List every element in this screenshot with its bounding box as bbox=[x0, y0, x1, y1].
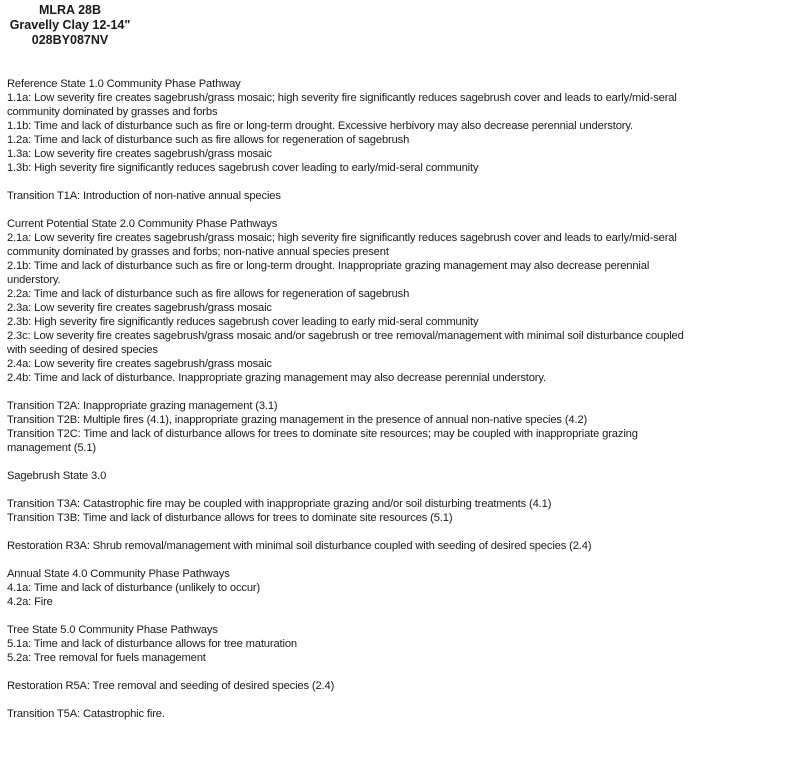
text-line: with seeding of desired species bbox=[7, 344, 158, 356]
text-line: 2.2a: Time and lack of disturbance such as fire allows for regeneration of sagebrush bbox=[7, 288, 410, 300]
text-line: 1.3b: High severity fire significantly reduces sagebrush cover leading to early/mid-seral community bbox=[7, 162, 479, 174]
pathway-text bbox=[7, 77, 795, 721]
text-line: Transition T2A: Inappropriate grazing management (3.1) bbox=[7, 400, 278, 412]
text-line: 2.3a: Low severity fire creates sagebrush/grass mosaic bbox=[7, 302, 272, 314]
site-name: Gravelly Clay 12-14" bbox=[9, 18, 131, 32]
text-line: Transition T2B: Multiple fires (4.1), inappropriate grazing management in the presence of annual non-native species (4.2) bbox=[7, 414, 588, 426]
text-line: 2.1a: Low severity fire creates sagebrush/grass mosaic; high severity fire significantly reduces sagebrush cover and leads to early/mid-seral bbox=[7, 232, 677, 244]
text-line: Transition T3B: Time and lack of disturbance allows for trees to dominate site resources (5.1) bbox=[7, 512, 453, 524]
blank-line bbox=[7, 385, 795, 399]
text-line: 1.2a: Time and lack of disturbance such as fire allows for regeneration of sagebrush bbox=[7, 134, 410, 146]
text-line: Sagebrush State 3.0 bbox=[7, 470, 107, 482]
text-line: 4.1a: Time and lack of disturbance (unlikely to occur) bbox=[7, 582, 261, 594]
site-id: 028BY087NV bbox=[31, 33, 109, 47]
blank-line bbox=[7, 665, 795, 679]
text-line: Transition T5A: Catastrophic fire. bbox=[7, 708, 165, 720]
text-line: Restoration R5A: Tree removal and seeding of desired species (2.4) bbox=[7, 680, 335, 692]
text-line: understory. bbox=[7, 274, 61, 286]
text-line: Current Potential State 2.0 Community Phase Pathways bbox=[7, 218, 278, 230]
blank-line bbox=[7, 693, 795, 707]
text-line: Restoration R3A: Shrub removal/management with minimal soil disturbance coupled with seeding of desired species (2.4) bbox=[7, 540, 592, 552]
text-line: Annual State 4.0 Community Phase Pathways bbox=[7, 568, 230, 580]
text-line: 5.2a: Tree removal for fuels management bbox=[7, 652, 206, 664]
text-line: management (5.1) bbox=[7, 442, 97, 454]
mlra-title: MLRA 28B bbox=[38, 3, 102, 17]
blank-line bbox=[7, 455, 795, 469]
text-line: 1.3a: Low severity fire creates sagebrush/grass mosaic bbox=[7, 148, 272, 160]
blank-line bbox=[7, 609, 795, 623]
text-line: community dominated by grasses and forbs bbox=[7, 106, 218, 118]
text-line: community dominated by grasses and forbs; non-native annual species present bbox=[7, 246, 389, 258]
text-line: 2.3b: High severity fire significantly reduces sagebrush cover leading to early mid-seral community bbox=[7, 316, 479, 328]
text-line: Transition T1A: Introduction of non-native annual species bbox=[7, 190, 281, 202]
text-line: Transition T2C: Time and lack of disturbance allows for trees to dominate site resources; may be coupled with inappropriate grazing bbox=[7, 428, 638, 440]
text-line: 2.3c: Low severity fire creates sagebrush/grass mosaic and/or sagebrush or tree removal/management with minimal soil disturbance coupled bbox=[7, 330, 684, 342]
text-line: Transition T3A: Catastrophic fire may be coupled with inappropriate grazing and/or soil disturbing treatments (4.1) bbox=[7, 498, 552, 510]
document-header bbox=[0, 3, 140, 48]
blank-line bbox=[7, 203, 795, 217]
text-line: Reference State 1.0 Community Phase Pathway bbox=[7, 78, 241, 90]
text-line: 1.1b: Time and lack of disturbance such as fire or long-term drought. Excessive herbivory may also decrease perennial understory. bbox=[7, 120, 633, 132]
blank-line bbox=[7, 483, 795, 497]
blank-line bbox=[7, 553, 795, 567]
text-line: 2.1b: Time and lack of disturbance such as fire or long-term drought. Inappropriate grazing management may also decrease perennial bbox=[7, 260, 650, 272]
text-line: 5.1a: Time and lack of disturbance allows for tree maturation bbox=[7, 638, 297, 650]
text-line: 2.4a: Low severity fire creates sagebrush/grass mosaic bbox=[7, 358, 272, 370]
text-line: 2.4b: Time and lack of disturbance. Inappropriate grazing management may also decrease perennial understory. bbox=[7, 372, 546, 384]
text-line: 1.1a: Low severity fire creates sagebrush/grass mosaic; high severity fire significantly reduces sagebrush cover and leads to early/mid-seral bbox=[7, 92, 677, 104]
text-line: 4.2a: Fire bbox=[7, 596, 53, 608]
blank-line bbox=[7, 525, 795, 539]
blank-line bbox=[7, 175, 795, 189]
text-line: Tree State 5.0 Community Phase Pathways bbox=[7, 624, 218, 636]
